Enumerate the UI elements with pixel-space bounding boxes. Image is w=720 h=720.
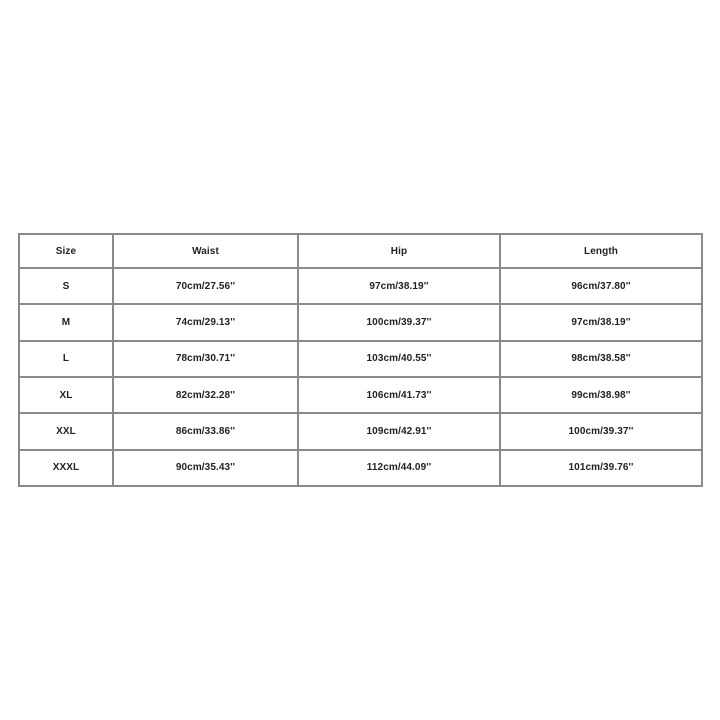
size-chart-table	[18, 233, 703, 487]
table-row	[19, 450, 702, 486]
cell-size: M	[19, 304, 113, 340]
cell-length: 101cm/39.76''	[500, 450, 702, 486]
cell-hip: 103cm/40.55''	[298, 341, 500, 377]
cell-length: 98cm/38.58''	[500, 341, 702, 377]
cell-waist: 74cm/29.13''	[113, 304, 298, 340]
table-row	[19, 268, 702, 304]
cell-size: XXL	[19, 413, 113, 449]
table-header-row	[19, 234, 702, 268]
cell-hip: 100cm/39.37''	[298, 304, 500, 340]
cell-length: 96cm/37.80''	[500, 268, 702, 304]
cell-length: 97cm/38.19''	[500, 304, 702, 340]
cell-waist: 70cm/27.56''	[113, 268, 298, 304]
cell-size: XL	[19, 377, 113, 413]
cell-hip: 112cm/44.09''	[298, 450, 500, 486]
header-size: Size	[19, 234, 113, 268]
header-waist: Waist	[113, 234, 298, 268]
cell-size: XXXL	[19, 450, 113, 486]
table-row	[19, 377, 702, 413]
cell-size: S	[19, 268, 113, 304]
cell-waist: 78cm/30.71''	[113, 341, 298, 377]
cell-hip: 109cm/42.91''	[298, 413, 500, 449]
header-hip: Hip	[298, 234, 500, 268]
table-row	[19, 413, 702, 449]
cell-waist: 86cm/33.86''	[113, 413, 298, 449]
header-length: Length	[500, 234, 702, 268]
cell-hip: 97cm/38.19''	[298, 268, 500, 304]
cell-waist: 82cm/32.28''	[113, 377, 298, 413]
cell-size: L	[19, 341, 113, 377]
cell-length: 99cm/38.98''	[500, 377, 702, 413]
cell-waist: 90cm/35.43''	[113, 450, 298, 486]
table-row	[19, 341, 702, 377]
table-row	[19, 304, 702, 340]
cell-hip: 106cm/41.73''	[298, 377, 500, 413]
cell-length: 100cm/39.37''	[500, 413, 702, 449]
